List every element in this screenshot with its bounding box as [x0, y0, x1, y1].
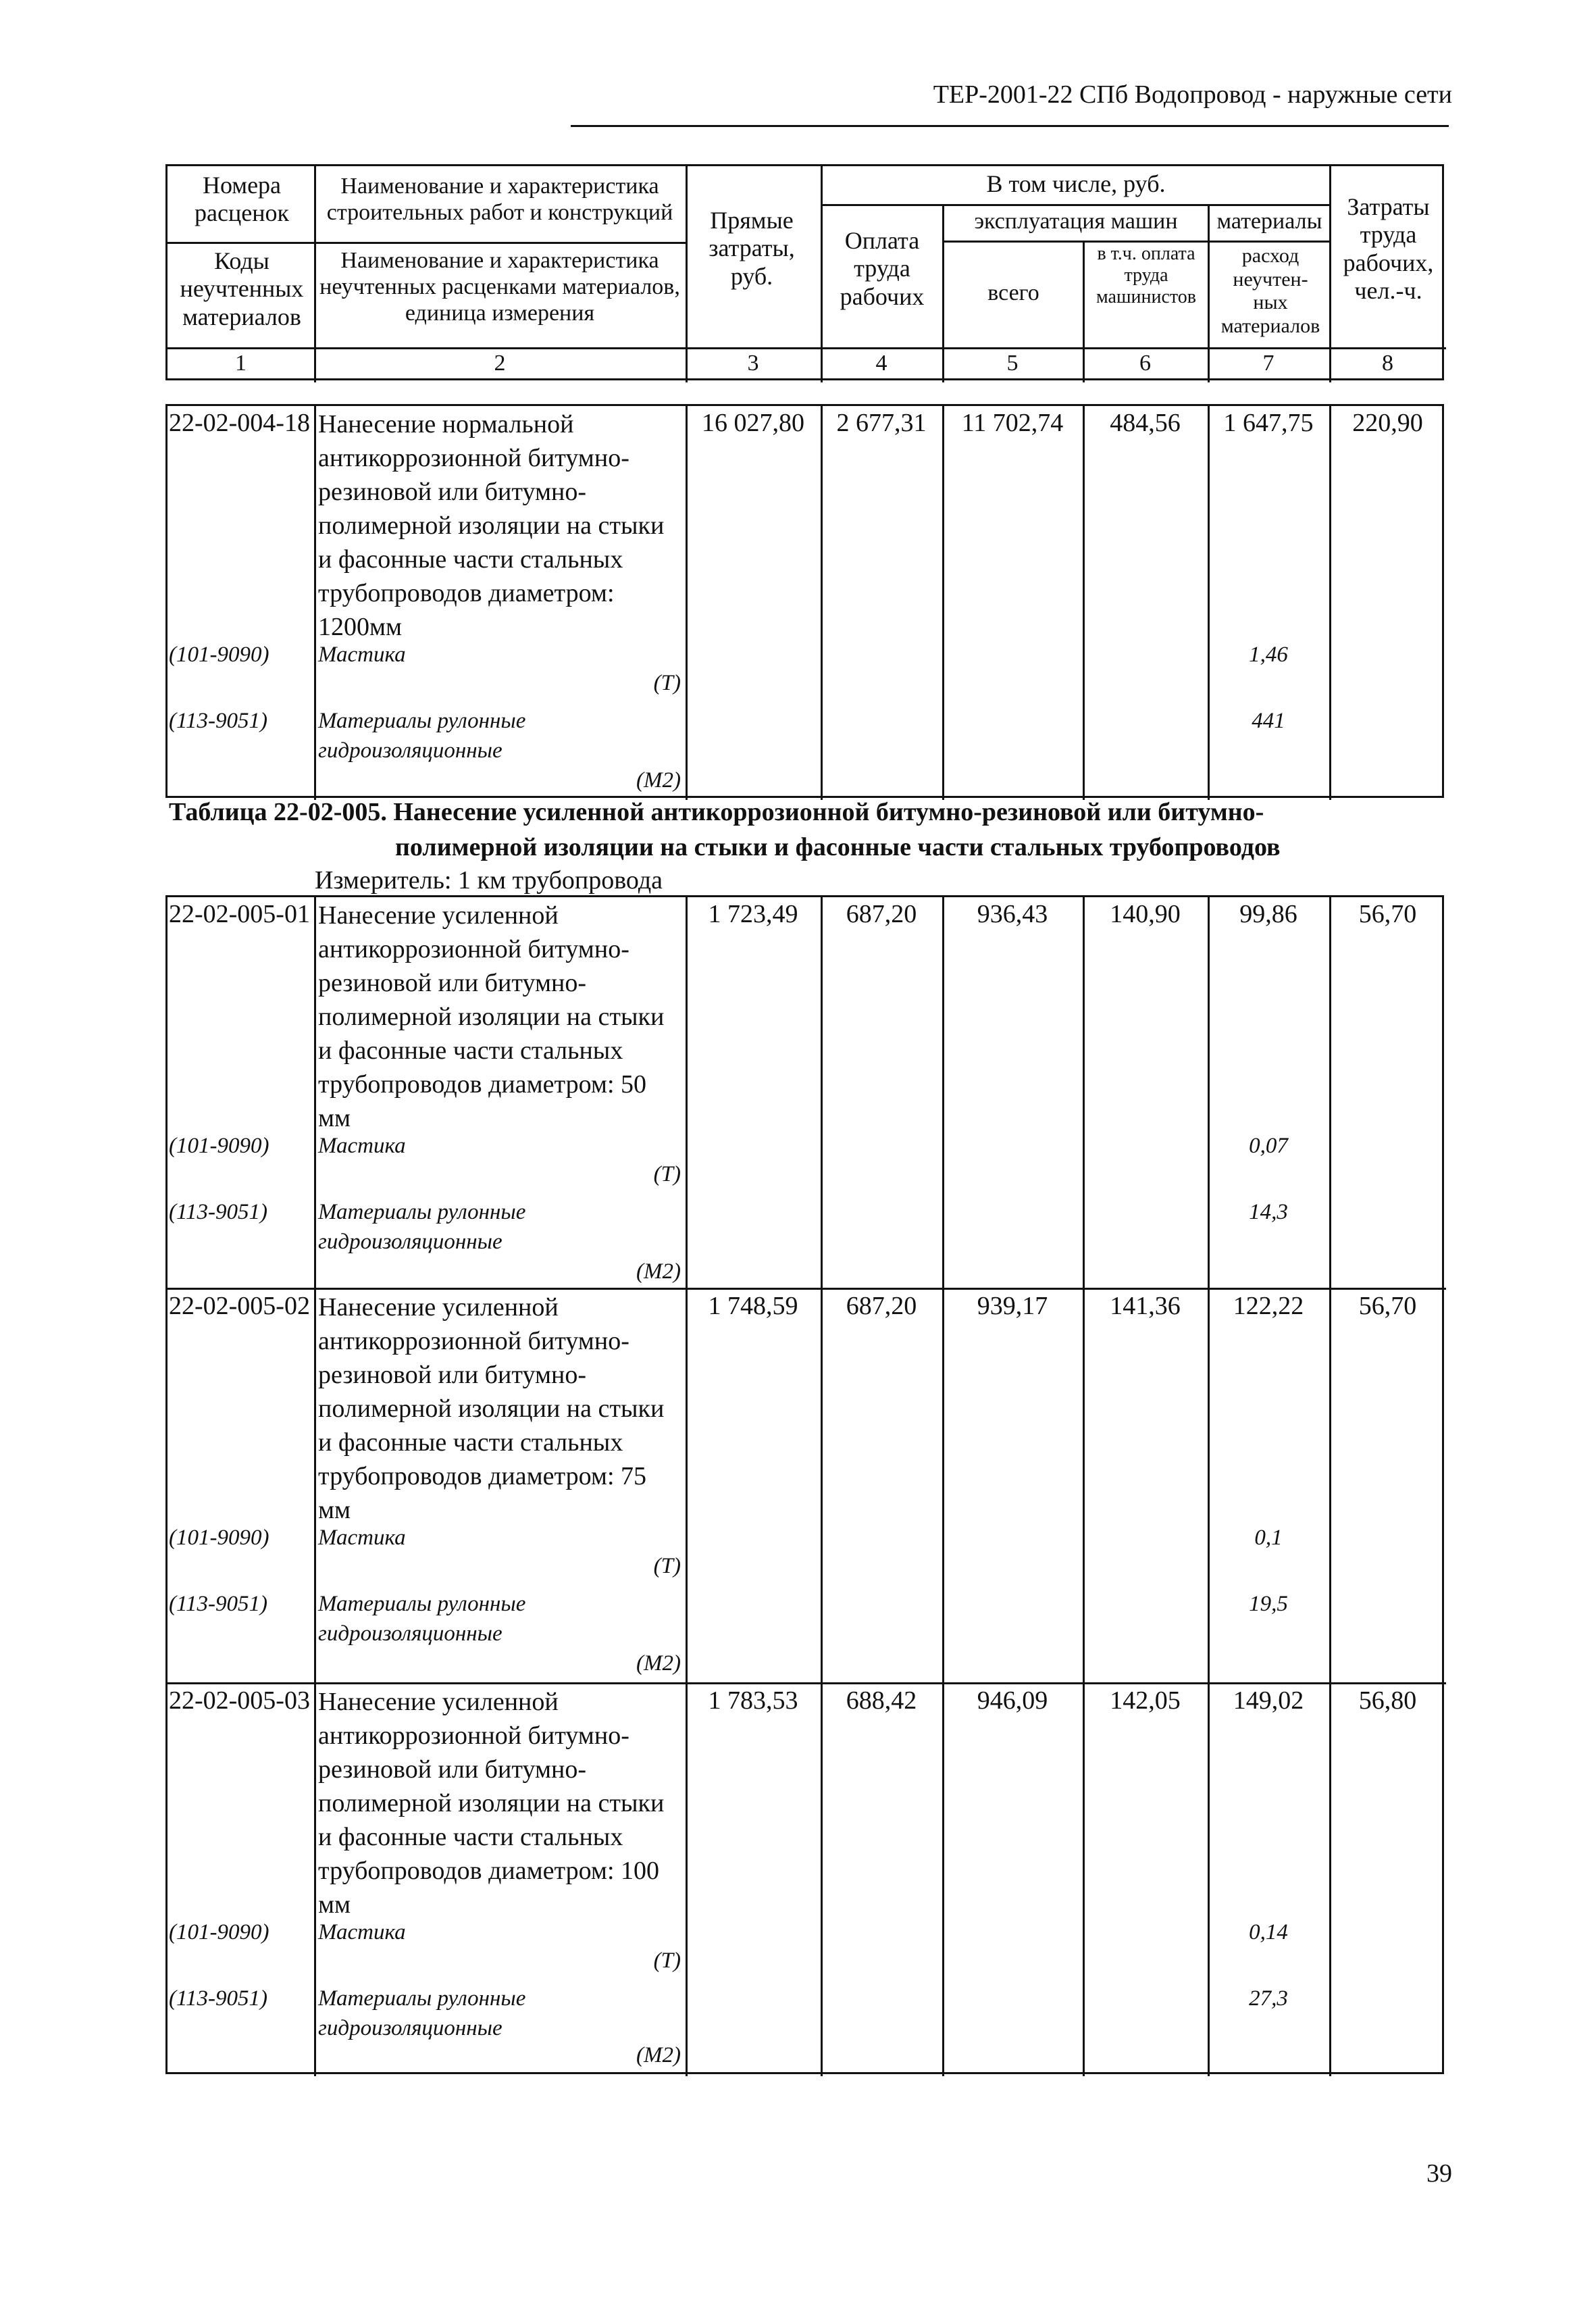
material-name	[318, 706, 525, 765]
material-quantity: 441	[1252, 709, 1285, 733]
rate-code: 22-02-005-03	[169, 1686, 310, 1715]
table-caption-line: Таблица 22-02-005. Нанесение усиленной антикоррозионной битумно-резиновой или битумно-	[169, 798, 1264, 826]
header-labor-hours: Затраты труда рабочих, чел.-ч.	[1343, 193, 1434, 305]
divider	[314, 897, 316, 2076]
description-line: и фасонные части стальных	[318, 545, 623, 574]
col-number: 7	[1262, 351, 1275, 376]
header-work-name: Наименование и характеристика строительных работ и конструкций	[326, 174, 673, 226]
description-line: Нанесение нормальной	[318, 410, 574, 438]
description-line: Нанесение усиленной	[318, 1293, 559, 1322]
header-machines-total: всего	[987, 280, 1039, 305]
description-line: резиновой или битумно-	[318, 1361, 586, 1389]
material-quantity: 0,1	[1254, 1526, 1283, 1550]
description-line: Нанесение усиленной	[318, 1688, 559, 1716]
description-line: трубопроводов диаметром: 75	[318, 1462, 647, 1490]
description-line: мм	[318, 1890, 351, 1919]
page-number: 39	[1426, 2159, 1452, 2188]
material-quantity: 19,5	[1249, 1592, 1288, 1616]
header-materials: материалы	[1216, 209, 1322, 234]
worker-pay-value: 688,42	[846, 1686, 917, 1715]
divider	[1083, 406, 1085, 800]
description-line: антикоррозионной битумно-	[318, 1327, 629, 1355]
divider	[1208, 406, 1210, 800]
description-line: и фасонные части стальных	[318, 1036, 623, 1065]
worker-pay-value: 687,20	[846, 900, 917, 928]
material-name-line: гидроизоляционные	[318, 1230, 503, 1254]
col-number: 5	[1006, 351, 1019, 376]
description-line: трубопроводов диаметром: 50	[318, 1070, 647, 1099]
material-name-line: Материалы рулонные	[318, 709, 526, 733]
rate-code: 22-02-005-01	[169, 900, 310, 928]
material-name: Мастика	[318, 1920, 406, 1944]
row-divider	[168, 1682, 1446, 1684]
col-number: 1	[235, 351, 247, 376]
material-unit: (Т)	[653, 1162, 681, 1186]
materials-value: 149,02	[1233, 1686, 1304, 1715]
divider	[942, 406, 944, 800]
col-number: 2	[494, 351, 506, 376]
material-quantity: 0,14	[1249, 1920, 1288, 1944]
material-quantity: 0,07	[1249, 1134, 1288, 1158]
material-unit: (Т)	[653, 1948, 681, 1973]
material-unit: (М2)	[636, 768, 681, 793]
material-quantity: 14,3	[1249, 1200, 1288, 1224]
divider	[168, 242, 686, 244]
material-code: (113-9051)	[169, 1592, 268, 1616]
measure-unit: Измеритель: 1 км трубопровода	[315, 866, 663, 895]
divider	[686, 406, 688, 800]
material-code: (113-9051)	[169, 1200, 268, 1224]
labor-hours-value: 56,70	[1358, 1292, 1417, 1320]
description-line: и фасонные части стальных	[318, 1823, 623, 1851]
description-line: полимерной изоляции на стыки	[318, 1789, 665, 1817]
column-header-table	[165, 164, 1444, 380]
material-name-line: Материалы рулонные	[318, 1592, 526, 1616]
header-direct-costs: Прямые затраты, руб.	[709, 207, 795, 290]
header-machinist-pay: в т.ч. оплата труда машинистов	[1096, 243, 1196, 308]
work-description	[318, 899, 686, 1135]
labor-hours-value: 56,70	[1358, 900, 1417, 928]
description-line: мм	[318, 1496, 351, 1524]
header-material-codes: Коды неучтенных материалов	[180, 247, 304, 330]
table-22-02-004	[165, 404, 1444, 798]
material-name-line: гидроизоляционные	[318, 2016, 503, 2040]
header-machine-operation: эксплуатация машин	[974, 209, 1178, 234]
material-code: (113-9051)	[169, 709, 268, 733]
direct-costs-value: 1 783,53	[708, 1686, 798, 1715]
direct-costs-value: 1 723,49	[708, 900, 798, 928]
machinist-pay-value: 484,56	[1110, 409, 1181, 437]
description-line: антикоррозионной битумно-	[318, 444, 629, 472]
description-line: трубопроводов диаметром: 100	[318, 1857, 660, 1885]
description-line: антикоррозионной битумно-	[318, 1721, 629, 1750]
header-worker-pay: Оплата труда рабочих	[840, 227, 925, 310]
divider	[1329, 406, 1331, 800]
direct-costs-value: 16 027,80	[702, 409, 804, 437]
material-name: Мастика	[318, 1526, 406, 1550]
material-unit: (Т)	[653, 1554, 681, 1578]
material-unit: (М2)	[636, 1651, 681, 1676]
material-name: Мастика	[318, 643, 406, 667]
col-number: 3	[747, 351, 759, 376]
labor-hours-value: 220,90	[1352, 409, 1423, 437]
description-line: 1200мм	[318, 613, 403, 641]
work-description	[318, 407, 686, 644]
divider	[942, 897, 944, 2076]
material-name-line: гидроизоляционные	[318, 738, 503, 763]
material-unit: (М2)	[636, 1259, 681, 1284]
work-description	[318, 1290, 686, 1527]
material-code: (101-9090)	[169, 1134, 269, 1158]
work-description	[318, 1685, 686, 1921]
row-divider	[168, 1288, 1446, 1290]
machines-total-value: 946,09	[977, 1686, 1048, 1715]
description-line: резиновой или битумно-	[318, 969, 586, 997]
material-code: (101-9090)	[169, 643, 269, 667]
col-number: 8	[1382, 351, 1393, 376]
col-number: 6	[1139, 351, 1151, 376]
divider	[168, 347, 1446, 349]
labor-hours-value: 56,80	[1358, 1686, 1417, 1715]
machinist-pay-value: 142,05	[1110, 1686, 1181, 1715]
rate-code: 22-02-004-18	[169, 409, 310, 437]
material-code: (101-9090)	[169, 1526, 269, 1550]
table-caption-line: полимерной изоляции на стыки и фасонные части стальных трубопроводов	[395, 833, 1281, 861]
description-line: Нанесение усиленной	[318, 901, 559, 930]
machines-total-value: 936,43	[977, 900, 1048, 928]
divider	[942, 241, 1329, 243]
divider	[821, 406, 823, 800]
worker-pay-value: 2 677,31	[836, 409, 927, 437]
direct-costs-value: 1 748,59	[708, 1292, 798, 1320]
material-name-line: Материалы рулонные	[318, 1200, 526, 1224]
header-unaccounted-materials: расход неучтен-ных материалов	[1220, 245, 1320, 337]
material-name-line: Материалы рулонные	[318, 1986, 526, 2011]
header-group-including: В том числе, руб.	[986, 170, 1166, 197]
material-name: Мастика	[318, 1134, 406, 1158]
material-name	[318, 1589, 525, 1649]
materials-value: 99,86	[1239, 900, 1297, 928]
header-rate-numbers: Номера расценок	[195, 172, 289, 227]
description-line: и фасонные части стальных	[318, 1428, 623, 1457]
material-name	[318, 1984, 525, 2043]
divider	[1208, 897, 1210, 2076]
material-code: (101-9090)	[169, 1920, 269, 1944]
material-quantity: 27,3	[1249, 1986, 1288, 2011]
rate-code: 22-02-005-02	[169, 1292, 310, 1320]
machines-total-value: 939,17	[977, 1292, 1048, 1320]
worker-pay-value: 687,20	[846, 1292, 917, 1320]
divider	[1329, 897, 1331, 2076]
description-line: полимерной изоляции на стыки	[318, 1003, 665, 1031]
material-name	[318, 1197, 525, 1257]
divider	[314, 406, 316, 800]
machines-total-value: 11 702,74	[961, 409, 1064, 437]
description-line: резиновой или битумно-	[318, 1755, 586, 1784]
divider	[686, 897, 688, 2076]
material-code: (113-9051)	[169, 1986, 268, 2011]
table-22-02-005	[165, 895, 1444, 2074]
description-line: полимерной изоляции на стыки	[318, 1394, 665, 1423]
divider	[821, 204, 1329, 206]
col-number: 4	[875, 351, 887, 376]
material-name-line: гидроизоляционные	[318, 1621, 503, 1646]
material-unit: (Т)	[653, 671, 681, 695]
description-line: резиновой или битумно-	[318, 478, 586, 506]
description-line: мм	[318, 1104, 351, 1132]
header-rule	[571, 125, 1449, 127]
description-line: трубопроводов диаметром:	[318, 579, 615, 607]
divider	[1083, 897, 1085, 2076]
description-line: антикоррозионной битумно-	[318, 935, 629, 963]
material-quantity: 1,46	[1249, 643, 1288, 667]
header-material-name: Наименование и характеристика неучтенных расценками материалов, единица измерения	[319, 248, 680, 326]
materials-value: 122,22	[1233, 1292, 1304, 1320]
material-unit: (М2)	[636, 2043, 681, 2067]
description-line: полимерной изоляции на стыки	[318, 511, 665, 540]
materials-value: 1 647,75	[1223, 409, 1314, 437]
divider	[821, 897, 823, 2076]
machinist-pay-value: 140,90	[1110, 900, 1181, 928]
page-header: ТЕР-2001-22 СПб Водопровод - наружные сети	[933, 80, 1452, 109]
machinist-pay-value: 141,36	[1110, 1292, 1181, 1320]
